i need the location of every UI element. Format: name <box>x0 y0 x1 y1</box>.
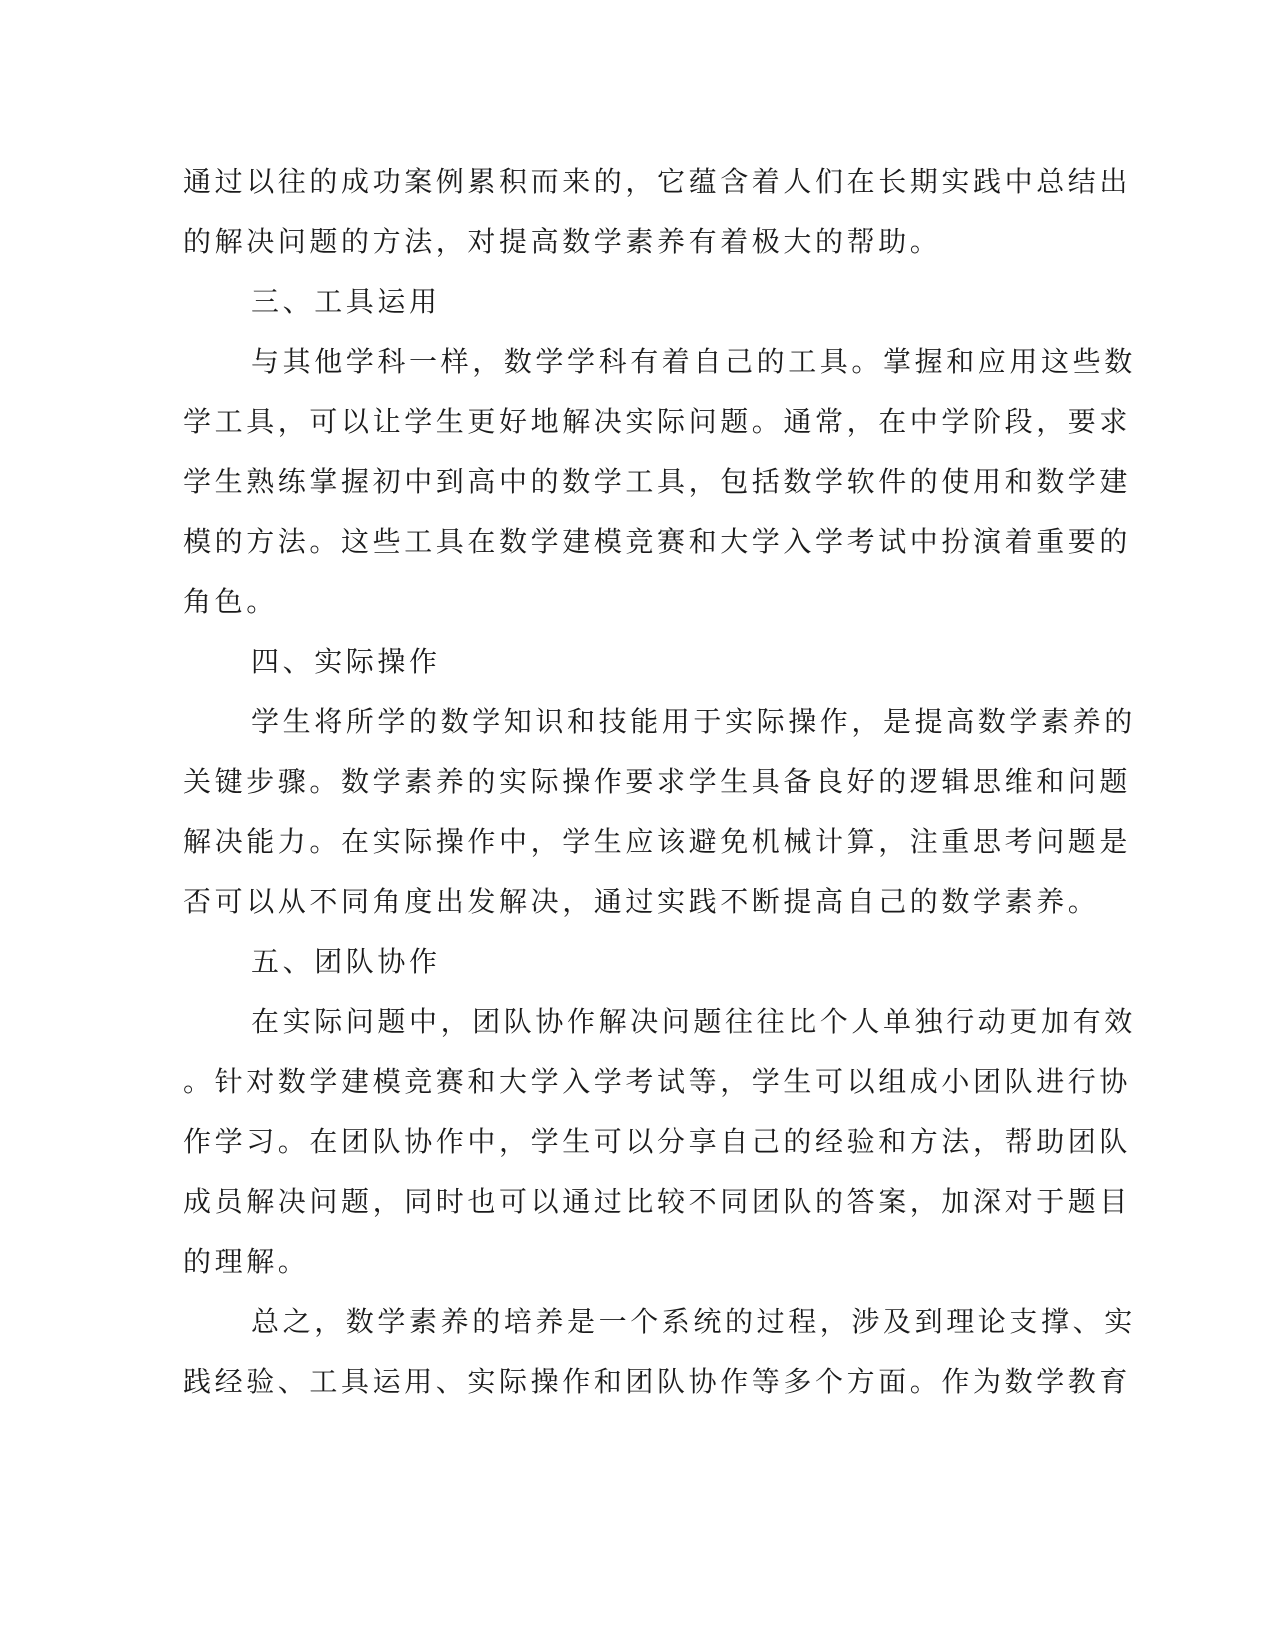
text-line: 作学习。在团队协作中，学生可以分享自己的经验和方法，帮助团队 <box>183 1125 1132 1158</box>
text-line: 模的方法。这些工具在数学建模竞赛和大学入学考试中扮演着重要的 <box>183 525 1132 558</box>
text-line: 否可以从不同角度出发解决，通过实践不断提高自己的数学素养。 <box>183 885 1100 918</box>
text-line: 践经验、工具运用、实际操作和团队协作等多个方面。作为数学教育 <box>183 1365 1132 1398</box>
text-line: 通过以往的成功案例累积而来的，它蕴含着人们在长期实践中总结出 <box>183 165 1132 198</box>
text-line: 三、工具运用 <box>251 285 441 318</box>
text-line: 的理解。 <box>183 1245 310 1278</box>
text-line: 成员解决问题，同时也可以通过比较不同团队的答案，加深对于题目 <box>183 1185 1132 1218</box>
text-line: 。针对数学建模竞赛和大学入学考试等，学生可以组成小团队进行协 <box>183 1065 1132 1098</box>
text-line: 四、实际操作 <box>251 645 441 678</box>
text-line: 学生熟练掌握初中到高中的数学工具，包括数学软件的使用和数学建 <box>183 465 1132 498</box>
text-line: 的解决问题的方法，对提高数学素养有着极大的帮助。 <box>183 225 942 258</box>
text-line: 解决能力。在实际操作中，学生应该避免机械计算，注重思考问题是 <box>183 825 1132 858</box>
text-line: 总之，数学素养的培养是一个系统的过程，涉及到理论支撑、实 <box>251 1305 1136 1338</box>
text-line: 角色。 <box>183 585 278 618</box>
text-line: 五、团队协作 <box>251 945 441 978</box>
text-line: 与其他学科一样，数学学科有着自己的工具。掌握和应用这些数 <box>251 345 1136 378</box>
text-line: 学生将所学的数学知识和技能用于实际操作，是提高数学素养的 <box>251 705 1136 738</box>
document-body <box>183 152 1136 1412</box>
text-line: 学工具，可以让学生更好地解决实际问题。通常，在中学阶段，要求 <box>183 405 1132 438</box>
text-line: 关键步骤。数学素养的实际操作要求学生具备良好的逻辑思维和问题 <box>183 765 1132 798</box>
text-line: 在实际问题中，团队协作解决问题往往比个人单独行动更加有效 <box>251 1005 1136 1038</box>
